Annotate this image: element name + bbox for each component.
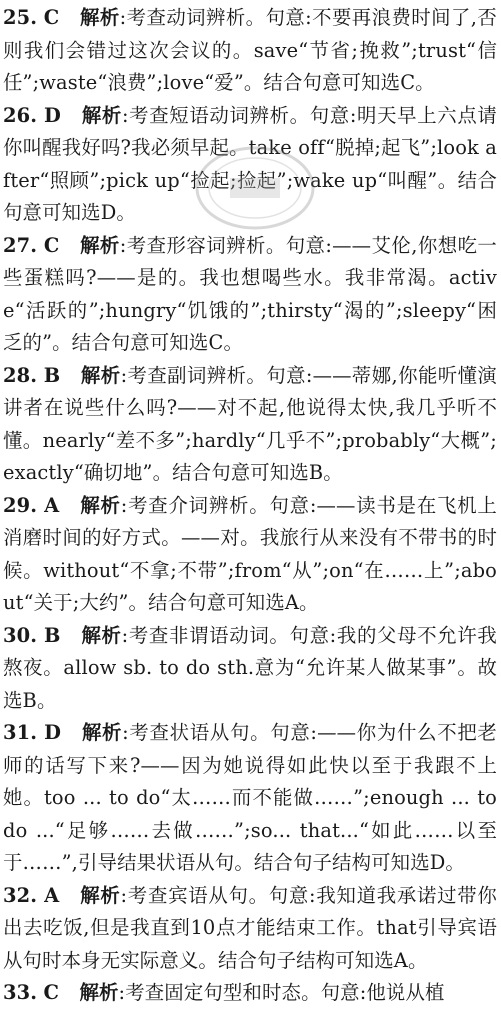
explanation-27: 27. C 解析:考查形容词辨析。句意:——艾伦,你想吃一些蛋糕吗?——是的。我也想喝些水。我非常渴。active“活跃的”;hungry“饥饿的”;thirsty“渴的”;sleepy“困乏的”。结合句意可知选C。 [3, 233, 497, 354]
analysis-label: 解析 [79, 981, 119, 1004]
explanation-text: 考查形容词辨析。句意:——艾伦,你想吃一些蛋糕吗?——是的。我也想喝些水。我非常渴。active“活跃的”;hungry“饥饿的”;thirsty“渴的”;sleepy“困乏的”。结合句意可知选C。 [3, 233, 497, 354]
explanation-text: 考查副词辨析。句意:——蒂娜,你能听懂演讲者在说些什么吗?——对不起,他说得太快,我几乎听不懂。nearly“差不多”;hardly“几乎不”;probably“大概”;exactly“确切地”。结合句意可知选B。 [3, 363, 497, 484]
answer-letter: C [43, 6, 60, 29]
question-number: 26. [3, 103, 38, 127]
analysis-label: 解析 [80, 883, 121, 907]
explanation-29: 29. A 解析:考查介词辨析。句意:——读书是在飞机上消磨时间的好方式。——对。我旅行从来没有不带书的时候。without“不拿;不带”;from“从”;on“在……上”;about“关于;大约”。结合句意可知选A。 [3, 493, 497, 614]
explanation-text: 考查短语动词辨析。句意:明天早上六点请你叫醒我好吗?我必须早起。take off“脱掉;起飞”;look after“照顾”;pick up“捡起;捡起”;wake up“叫醒”。结合句意可知选D。 [3, 103, 497, 224]
analysis-label: 解析 [80, 6, 120, 29]
analysis-label: 解析 [80, 363, 121, 387]
analysis-label: 解析 [80, 233, 120, 257]
answer-letter: D [44, 721, 62, 744]
explanation-text: 考查宾语从句。句意:我知道我承诺过带你出去吃饭,但是我直到10点才能结束工作。that引导宾语从句时本身无实际意义。结合句子结构可知选A。 [3, 883, 497, 972]
analysis-label: 解析 [81, 721, 123, 744]
explanation-26: 26. D 解析:考查短语动词辨析。句意:明天早上六点请你叫醒我好吗?我必须早起。take off“脱掉;起飞”;look after“照顾”;pick up“捡起;捡起”;wake up“叫醒”。结合句意可知选D。 [3, 103, 497, 224]
answer-letter: A [44, 883, 60, 907]
answer-letter: C [43, 233, 60, 257]
analysis-label: 解析 [80, 493, 121, 517]
question-number: 33. [3, 981, 38, 1004]
question-number: 27. [3, 233, 38, 257]
question-number: 25. [3, 6, 38, 29]
answer-explanations [3, 2, 497, 1010]
question-number: 31. [3, 721, 38, 744]
explanation-25: 25. C 解析:考查动词辨析。句意:不要再浪费时间了,否则我们会错过这次会议的。save“节省;挽救”;trust“信任”;waste“浪费”;love“爱”。结合句意可知选C。 [3, 6, 497, 94]
explanation-32: 32. A 解析:考查宾语从句。句意:我知道我承诺过带你出去吃饭,但是我直到10点才能结束工作。that引导宾语从句时本身无实际意义。结合句子结构可知选A。 [3, 883, 497, 972]
explanation-text: 考查非谓语动词。句意:我的父母不允许我熬夜。allow sb. to do sth.意为“允许某人做某事”。故选B。 [3, 623, 497, 712]
question-number: 29. [3, 493, 38, 517]
explanation-30: 30. B 解析:考查非谓语动词。句意:我的父母不允许我熬夜。allow sb. to do sth.意为“允许某人做某事”。故选B。 [3, 623, 497, 712]
explanation-text: 考查动词辨析。句意:不要再浪费时间了,否则我们会错过这次会议的。save“节省;挽救”;trust“信任”;waste“浪费”;love“爱”。结合句意可知选C。 [3, 6, 497, 94]
answer-letter: A [44, 493, 60, 517]
explanation-31: 31. D 解析:考查状语从句。句意:——你为什么不把老师的话写下来?——因为她说得如此快以至于我跟不上她。too ... to do“太……而不能做……”;enough ... to do ...“足够……去做……”;so... that...“如此……以至于……”,引导结果状语从句。结合句子结构可知选D。 [3, 721, 497, 874]
answer-letter: B [43, 363, 61, 387]
explanation-33: 33. C 解析:考查固定句型和时态。句意:他说从植 [3, 981, 445, 1004]
explanation-28: 28. B 解析:考查副词辨析。句意:——蒂娜,你能听懂演讲者在说些什么吗?——对不起,他说得太快,我几乎听不懂。nearly“差不多”;hardly“几乎不”;probably“大概”;exactly“确切地”。结合句意可知选B。 [3, 363, 497, 484]
analysis-label: 解析 [81, 103, 122, 127]
answer-letter: D [44, 103, 61, 127]
answer-letter: B [44, 623, 61, 647]
analysis-label: 解析 [81, 623, 122, 647]
explanation-text: 考查状语从句。句意:——你为什么不把老师的话写下来?——因为她说得如此快以至于我跟不上她。too ... to do“太……而不能做……”;enough ... to do ...“足够……去做……”;so... that...“如此……以至于……”,引导结果状语从句。结合句子结构可知选D。 [3, 721, 497, 874]
question-number: 32. [3, 883, 38, 907]
explanation-text: 考查固定句型和时态。句意:他说从植 [125, 981, 445, 1004]
question-number: 30. [3, 623, 38, 647]
explanation-text: 考查介词辨析。句意:——读书是在飞机上消磨时间的好方式。——对。我旅行从来没有不带书的时候。without“不拿;不带”;from“从”;on“在……上”;about“关于;大约”。结合句意可知选A。 [3, 493, 497, 614]
answer-letter: C [43, 981, 60, 1004]
question-number: 28. [3, 363, 38, 387]
